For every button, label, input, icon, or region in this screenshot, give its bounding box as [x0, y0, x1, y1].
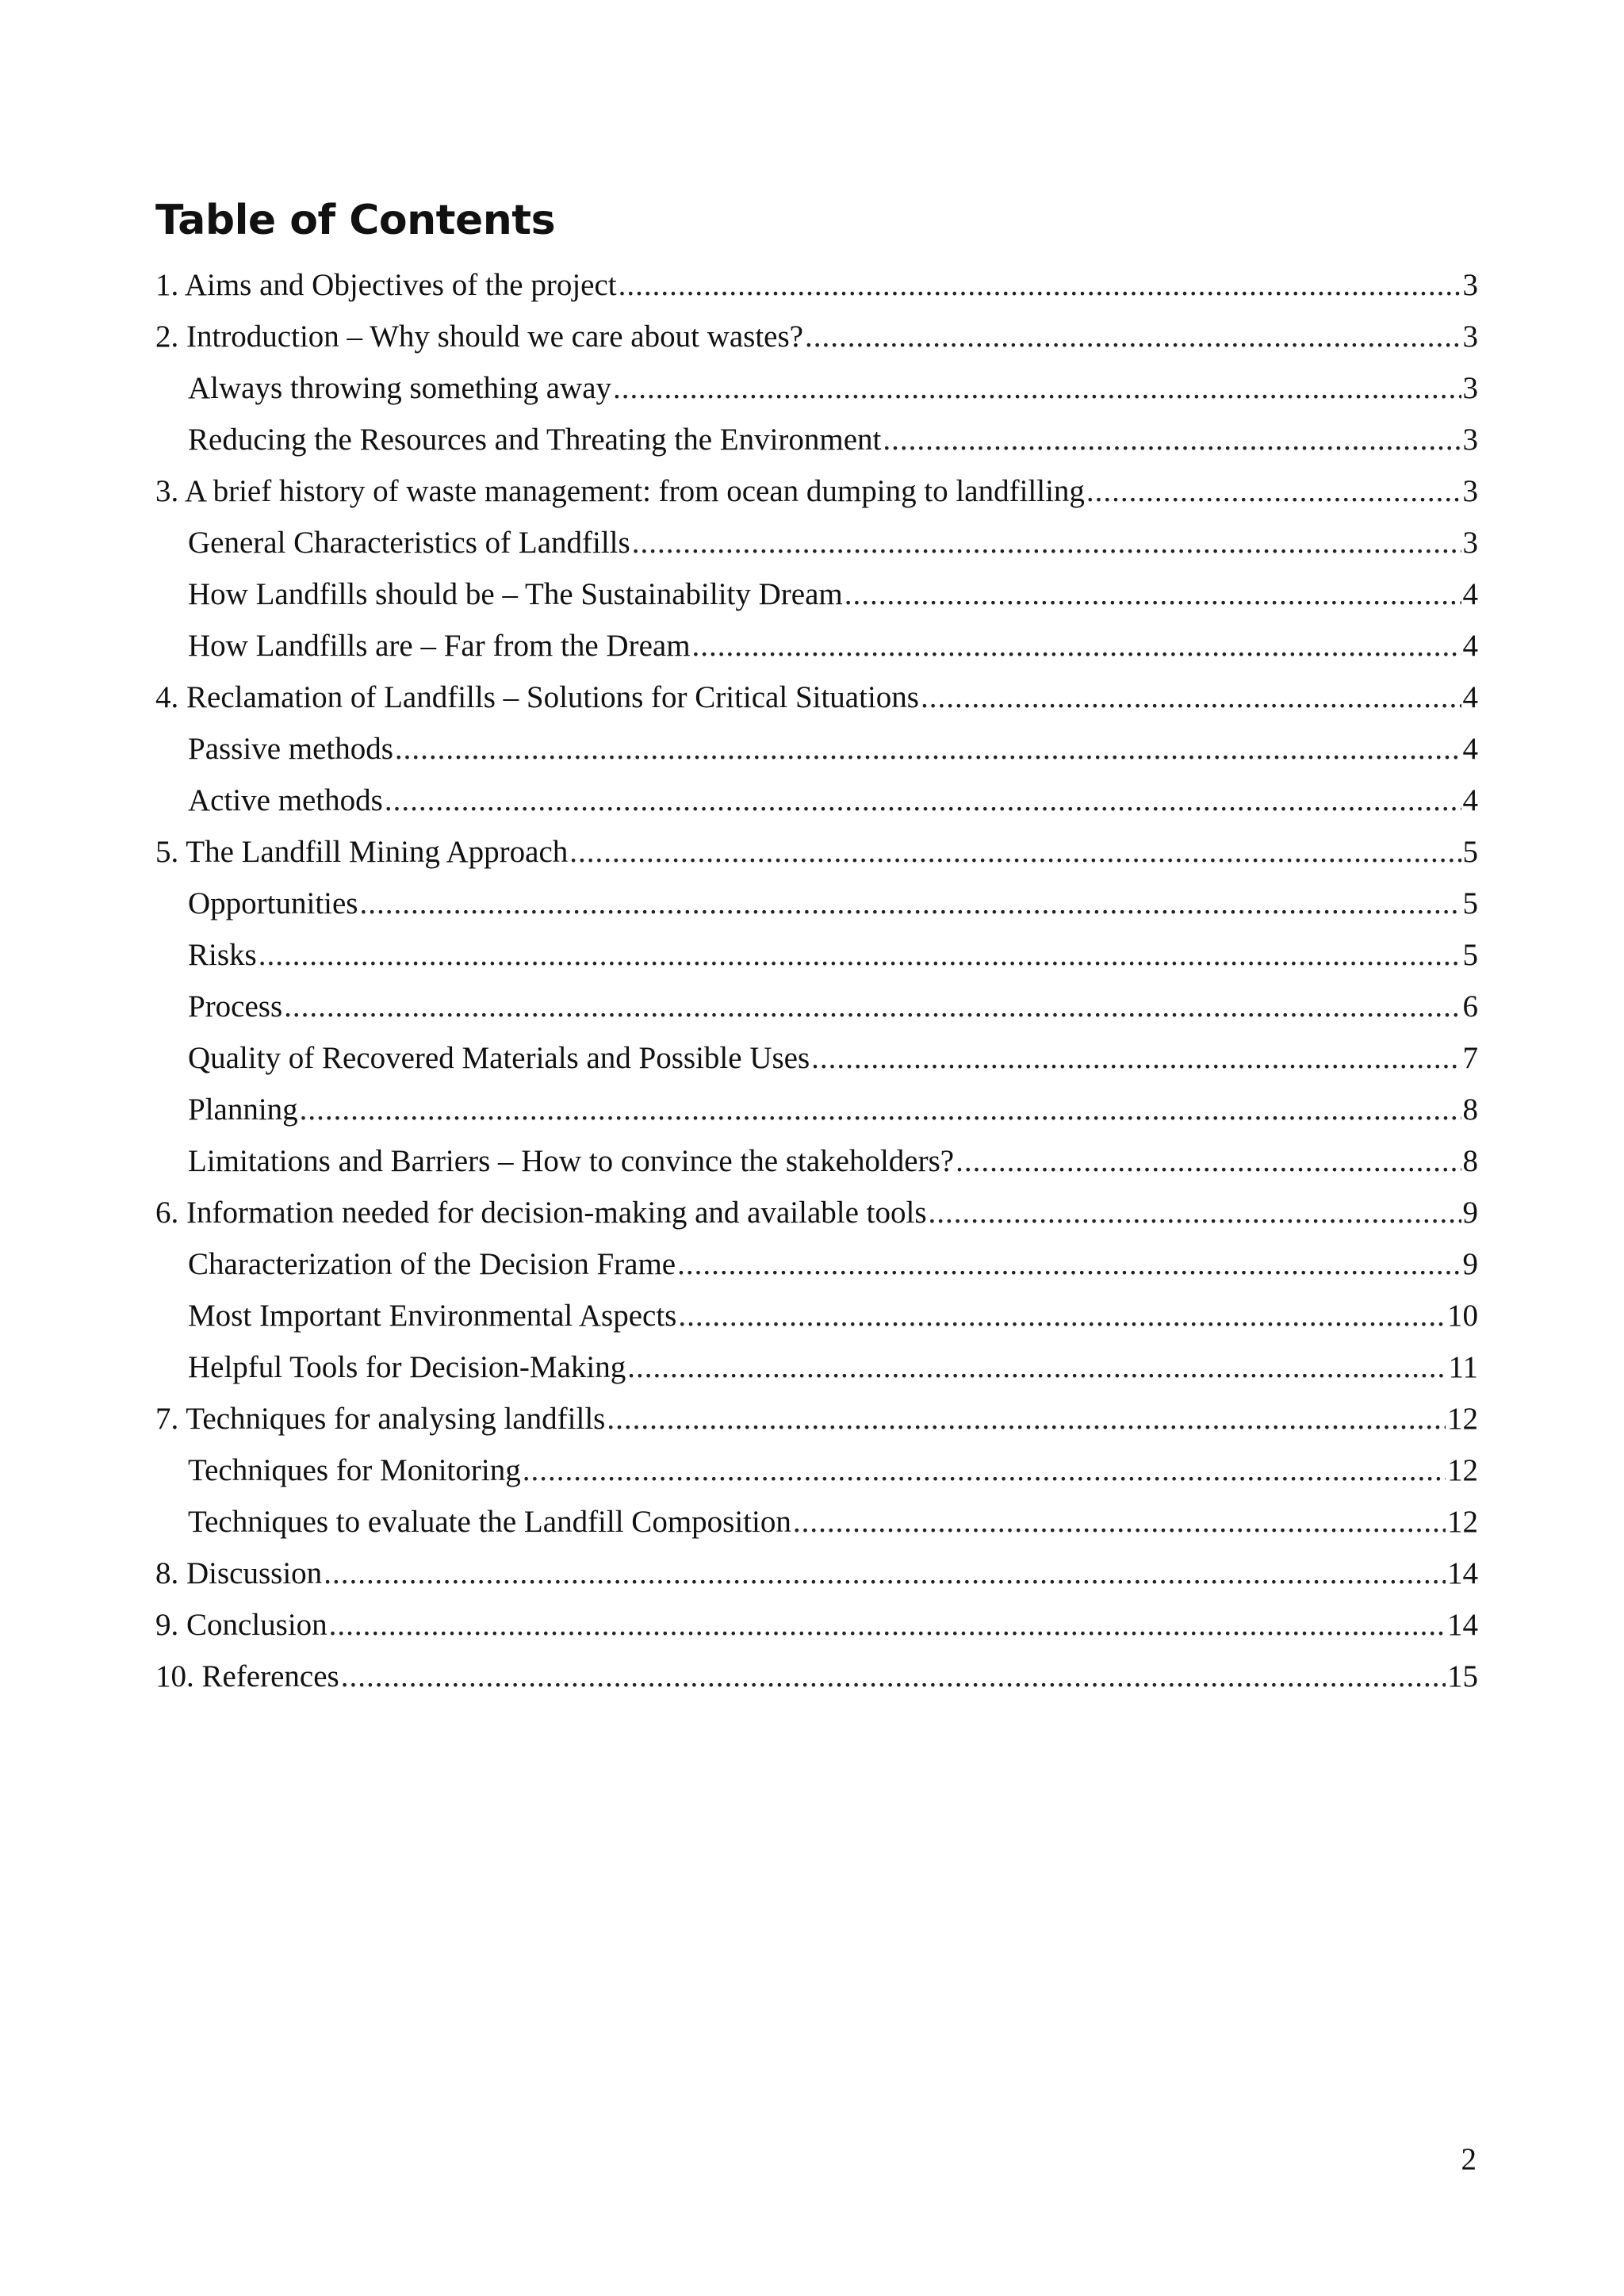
toc-dot-leader [956, 1135, 1461, 1187]
toc-entry-title: Always throwing something away [188, 371, 612, 405]
toc-dot-leader [692, 620, 1461, 672]
toc-dot-leader [921, 672, 1461, 723]
toc-entry[interactable] [155, 1084, 1478, 1135]
toc-entry-page-number: 9 [1462, 1196, 1478, 1230]
toc-entry-page-number: 3 [1462, 526, 1478, 560]
toc-entry[interactable] [155, 465, 1478, 517]
toc-entry[interactable] [155, 1187, 1478, 1238]
toc-entry-title: Techniques to evaluate the Landfill Composition [188, 1505, 791, 1539]
toc-entry[interactable] [155, 517, 1478, 568]
toc-entry-title: Opportunities [188, 886, 358, 920]
toc-entry[interactable] [155, 1548, 1478, 1599]
toc-entry[interactable] [155, 826, 1478, 878]
toc-entry-title: Most Important Environmental Aspects [188, 1299, 677, 1333]
toc-entry[interactable] [155, 981, 1478, 1032]
toc-entry-page-number: 4 [1462, 680, 1478, 714]
toc-dot-leader [805, 311, 1461, 362]
toc-entry[interactable] [155, 311, 1478, 362]
toc-entry[interactable] [155, 568, 1478, 620]
toc-entry-title: General Characteristics of Landfills [188, 526, 630, 560]
toc-entry-page-number: 14 [1447, 1608, 1478, 1642]
toc-entry[interactable] [155, 878, 1478, 929]
toc-entry[interactable] [155, 1135, 1478, 1187]
toc-heading: Table of Contents [155, 197, 556, 244]
toc-dot-leader [678, 1290, 1446, 1341]
toc-entry-title: 4. Reclamation of Landfills – Solutions for Critical Situations [155, 680, 919, 714]
toc-entry-page-number: 6 [1462, 989, 1478, 1024]
toc-dot-leader [677, 1238, 1461, 1290]
toc-entry-title: Limitations and Barriers – How to convince the stakeholders? [188, 1144, 955, 1178]
toc-entry-page-number: 3 [1462, 423, 1478, 457]
toc-dot-leader [793, 1496, 1446, 1548]
toc-entry-title: Reducing the Resources and Threating the Environment [188, 423, 882, 457]
toc-dot-leader [883, 414, 1461, 465]
toc-entry[interactable] [155, 1651, 1478, 1702]
toc-entry-title: How Landfills should be – The Sustainability Dream [188, 577, 843, 611]
toc-dot-leader [300, 1084, 1461, 1135]
toc-entry-page-number: 4 [1462, 783, 1478, 817]
toc-entry[interactable] [155, 1496, 1478, 1548]
toc-dot-leader [359, 878, 1461, 929]
toc-entry[interactable] [155, 1341, 1478, 1393]
toc-entry-page-number: 7 [1462, 1041, 1478, 1075]
toc-entry[interactable] [155, 362, 1478, 414]
toc-entry-title: 7. Techniques for analysing landfills [155, 1402, 606, 1436]
toc-dot-leader [395, 723, 1461, 775]
toc-dot-leader [1086, 465, 1461, 517]
toc-entry-page-number: 12 [1447, 1453, 1478, 1487]
toc-entry-title: Characterization of the Decision Frame [188, 1247, 676, 1281]
toc-entry-page-number: 5 [1462, 835, 1478, 869]
toc-entry-page-number: 8 [1462, 1093, 1478, 1127]
toc-entry-page-number: 15 [1447, 1659, 1478, 1693]
toc-entry-page-number: 12 [1447, 1505, 1478, 1539]
page-number: 2 [1461, 2142, 1477, 2176]
toc-entry-title: 6. Information needed for decision-making and available tools [155, 1196, 927, 1230]
toc-entry[interactable] [155, 929, 1478, 981]
toc-list [155, 259, 1478, 1702]
toc-dot-leader [811, 1032, 1461, 1084]
toc-entry-page-number: 5 [1462, 938, 1478, 972]
toc-entry-page-number: 9 [1462, 1247, 1478, 1281]
toc-entry[interactable] [155, 1599, 1478, 1651]
toc-entry-title: Planning [188, 1093, 298, 1127]
toc-dot-leader [324, 1548, 1446, 1599]
toc-entry-title: Active methods [188, 783, 383, 817]
toc-entry-title: Techniques for Monitoring [188, 1453, 521, 1487]
toc-entry-page-number: 5 [1462, 886, 1478, 920]
toc-entry-page-number: 3 [1462, 474, 1478, 508]
toc-entry-page-number: 14 [1447, 1556, 1478, 1590]
toc-dot-leader [613, 362, 1461, 414]
toc-entry[interactable] [155, 672, 1478, 723]
toc-entry-title: 2. Introduction – Why should we care about wastes? [155, 320, 803, 354]
toc-entry[interactable] [155, 1393, 1478, 1445]
toc-dot-leader [341, 1651, 1446, 1702]
toc-entry-page-number: 4 [1462, 577, 1478, 611]
toc-dot-leader [385, 775, 1461, 826]
toc-entry-page-number: 3 [1462, 268, 1478, 302]
toc-entry-title: Risks [188, 938, 257, 972]
toc-entry[interactable] [155, 1238, 1478, 1290]
toc-entry[interactable] [155, 1032, 1478, 1084]
toc-entry-page-number: 4 [1462, 629, 1478, 663]
toc-dot-leader [845, 568, 1461, 620]
toc-dot-leader [523, 1445, 1446, 1496]
toc-dot-leader [619, 259, 1461, 311]
toc-entry-title: Passive methods [188, 732, 393, 766]
toc-entry-page-number: 11 [1448, 1350, 1478, 1384]
toc-entry[interactable] [155, 414, 1478, 465]
toc-entry-title: 5. The Landfill Mining Approach [155, 835, 569, 869]
toc-entry-page-number: 8 [1462, 1144, 1478, 1178]
toc-entry-title: How Landfills are – Far from the Dream [188, 629, 691, 663]
toc-dot-leader [569, 826, 1461, 878]
toc-entry-title: 8. Discussion [155, 1556, 323, 1590]
toc-entry-page-number: 10 [1447, 1299, 1478, 1333]
toc-dot-leader [632, 517, 1461, 568]
toc-entry[interactable] [155, 620, 1478, 672]
toc-entry[interactable] [155, 775, 1478, 826]
toc-entry-title: Quality of Recovered Materials and Possible Uses [188, 1041, 810, 1075]
toc-dot-leader [607, 1393, 1446, 1445]
toc-entry-title: Process [188, 989, 283, 1024]
toc-dot-leader [929, 1187, 1461, 1238]
toc-entry[interactable] [155, 259, 1478, 311]
toc-dot-leader [627, 1341, 1446, 1393]
toc-entry-title: 10. References [155, 1659, 339, 1693]
toc-entry-title: Helpful Tools for Decision-Making [188, 1350, 626, 1384]
toc-entry-page-number: 4 [1462, 732, 1478, 766]
toc-entry-title: 3. A brief history of waste management: from ocean dumping to landfilling [155, 474, 1085, 508]
toc-dot-leader [259, 929, 1461, 981]
toc-entry[interactable] [155, 1445, 1478, 1496]
toc-entry-title: 1. Aims and Objectives of the project [155, 268, 617, 302]
toc-entry-page-number: 3 [1462, 320, 1478, 354]
toc-entry-page-number: 3 [1462, 371, 1478, 405]
toc-entry[interactable] [155, 1290, 1478, 1341]
toc-entry-title: 9. Conclusion [155, 1608, 327, 1642]
toc-entry-page-number: 12 [1447, 1402, 1478, 1436]
toc-dot-leader [329, 1599, 1446, 1651]
toc-entry[interactable] [155, 723, 1478, 775]
toc-dot-leader [284, 981, 1461, 1032]
